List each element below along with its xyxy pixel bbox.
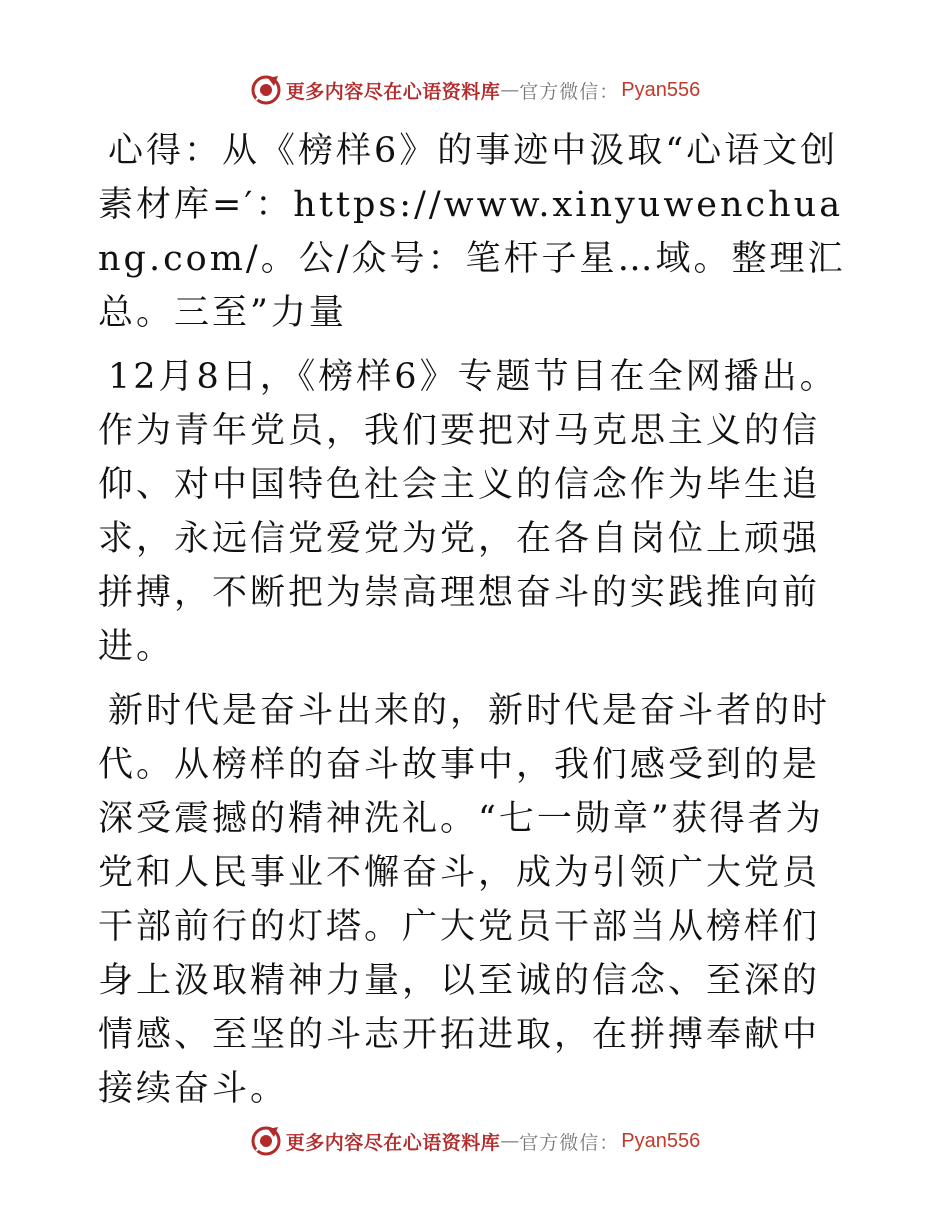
paragraph-2 xyxy=(98,350,850,674)
banner-wechat-id: Pyan556 xyxy=(621,78,701,101)
banner-wechat-label: 官方微信： xyxy=(519,80,620,103)
paragraph-1 xyxy=(98,124,850,340)
pen-logo-icon xyxy=(250,74,282,106)
header-watermark-banner xyxy=(0,70,950,110)
banner-separator: — xyxy=(500,1130,520,1152)
banner-wechat-id: Pyan556 xyxy=(621,1129,701,1152)
banner-wechat-label: 官方微信： xyxy=(519,1131,620,1154)
pen-logo-icon xyxy=(250,1125,282,1157)
document-body xyxy=(98,124,850,1116)
paragraph-1-text: 心得：从《榜样6》的事迹中汲取“心语文创素材库=′：https://www.xinyuwenchuang.com/。公/众号：笔杆子星…域。整理汇总。三至”力量 xyxy=(98,131,846,333)
footer-watermark-banner xyxy=(0,1121,950,1161)
banner-main-text: 更多内容尽在心语资料库 xyxy=(285,1131,501,1154)
paragraph-3 xyxy=(98,684,850,1116)
paragraph-2-text: 12月8日，《榜样6》专题节目在全网播出。作为青年党员，我们要把对马克思主义的信仰、对中国特色社会主义的信念作为毕生追求，永远信党爱党为党，在各自岗位上顽强拼搏，不断把为崇高理想奋斗的实践推向前进。 xyxy=(98,357,838,667)
banner-main-text: 更多内容尽在心语资料库 xyxy=(285,80,501,103)
paragraph-3-text: 新时代是奋斗出来的，新时代是奋斗者的时代。从榜样的奋斗故事中，我们感受到的是深受震撼的精神洗礼。“七一勋章”获得者为党和人民事业不懈奋斗，成为引领广大党员干部前行的灯塔。广大党员干部当从榜样们身上汲取精神力量，以至诚的信念、至深的情感、至坚的斗志开拓进取，在拼搏奉献中接续奋斗。 xyxy=(98,691,831,1109)
banner-separator: — xyxy=(500,79,520,101)
